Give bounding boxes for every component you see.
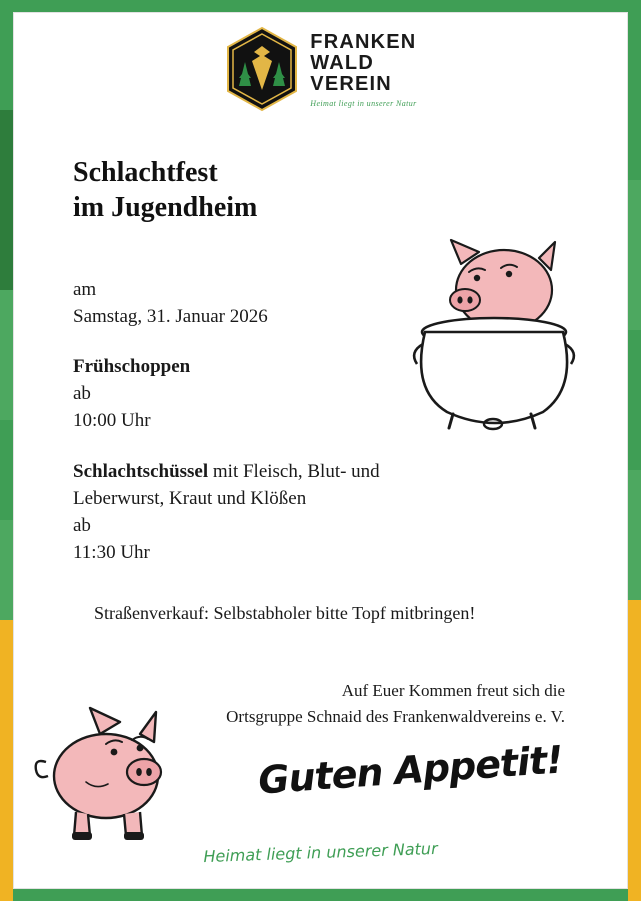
closing-line-2: Ortsgruppe Schnaid des Frankenwaldvereins e. V. [226,707,565,726]
event-date-block [73,276,268,330]
pig-in-pot-illustration [399,228,589,448]
standing-pig-illustration [28,690,198,850]
logo-slogan: Heimat liegt in unserer Natur [310,99,417,108]
street-sale-note: Straßenverkauf: Selbstabholer bitte Topf mitbringen! [94,603,476,623]
frankenwaldverein-logo [0,26,641,112]
schlachtschuessel-label: ab [73,515,91,536]
page-title-line-1: Schlachtfest [73,157,218,188]
schlachtschuessel-headline [73,458,503,485]
schlachtschuessel-description-2: Leberwurst, Kraut und Klößen [73,488,307,509]
page-title-line-2: im Jugendheim [73,192,258,223]
fruehschoppen-label: ab [73,383,91,404]
border-band-bottom [0,889,641,901]
logo-line-2: WALD [310,52,374,74]
closing-line-1: Auf Euer Kommen freut sich die [341,681,565,700]
page-title [73,155,257,225]
logo-line-3: VEREIN [310,73,392,95]
schlachtschuessel-block [73,458,503,566]
logo-emblem-icon [224,26,300,112]
schlachtschuessel-time: 11:30 Uhr [73,542,150,563]
border-band-left [0,0,13,901]
footer-slogan: Heimat liegt in unserer Natur [203,838,438,867]
signature-guten-appetit: Guten Appetit! [257,737,565,803]
fruehschoppen-block [73,353,190,434]
fruehschoppen-title: Frühschoppen [73,356,191,377]
closing-text [226,678,565,730]
logo-line-1: FRANKEN [310,31,417,53]
logo-wordmark [310,26,416,108]
schlachtschuessel-description-1: mit Fleisch, Blut- und [208,461,380,482]
border-band-top [0,0,641,12]
border-band-right [628,0,641,901]
schlachtschuessel-title: Schlachtschüssel [73,461,209,482]
fruehschoppen-time: 10:00 Uhr [73,410,151,431]
event-date-label: am [73,279,97,300]
event-date-value: Samstag, 31. Januar 2026 [73,306,268,327]
